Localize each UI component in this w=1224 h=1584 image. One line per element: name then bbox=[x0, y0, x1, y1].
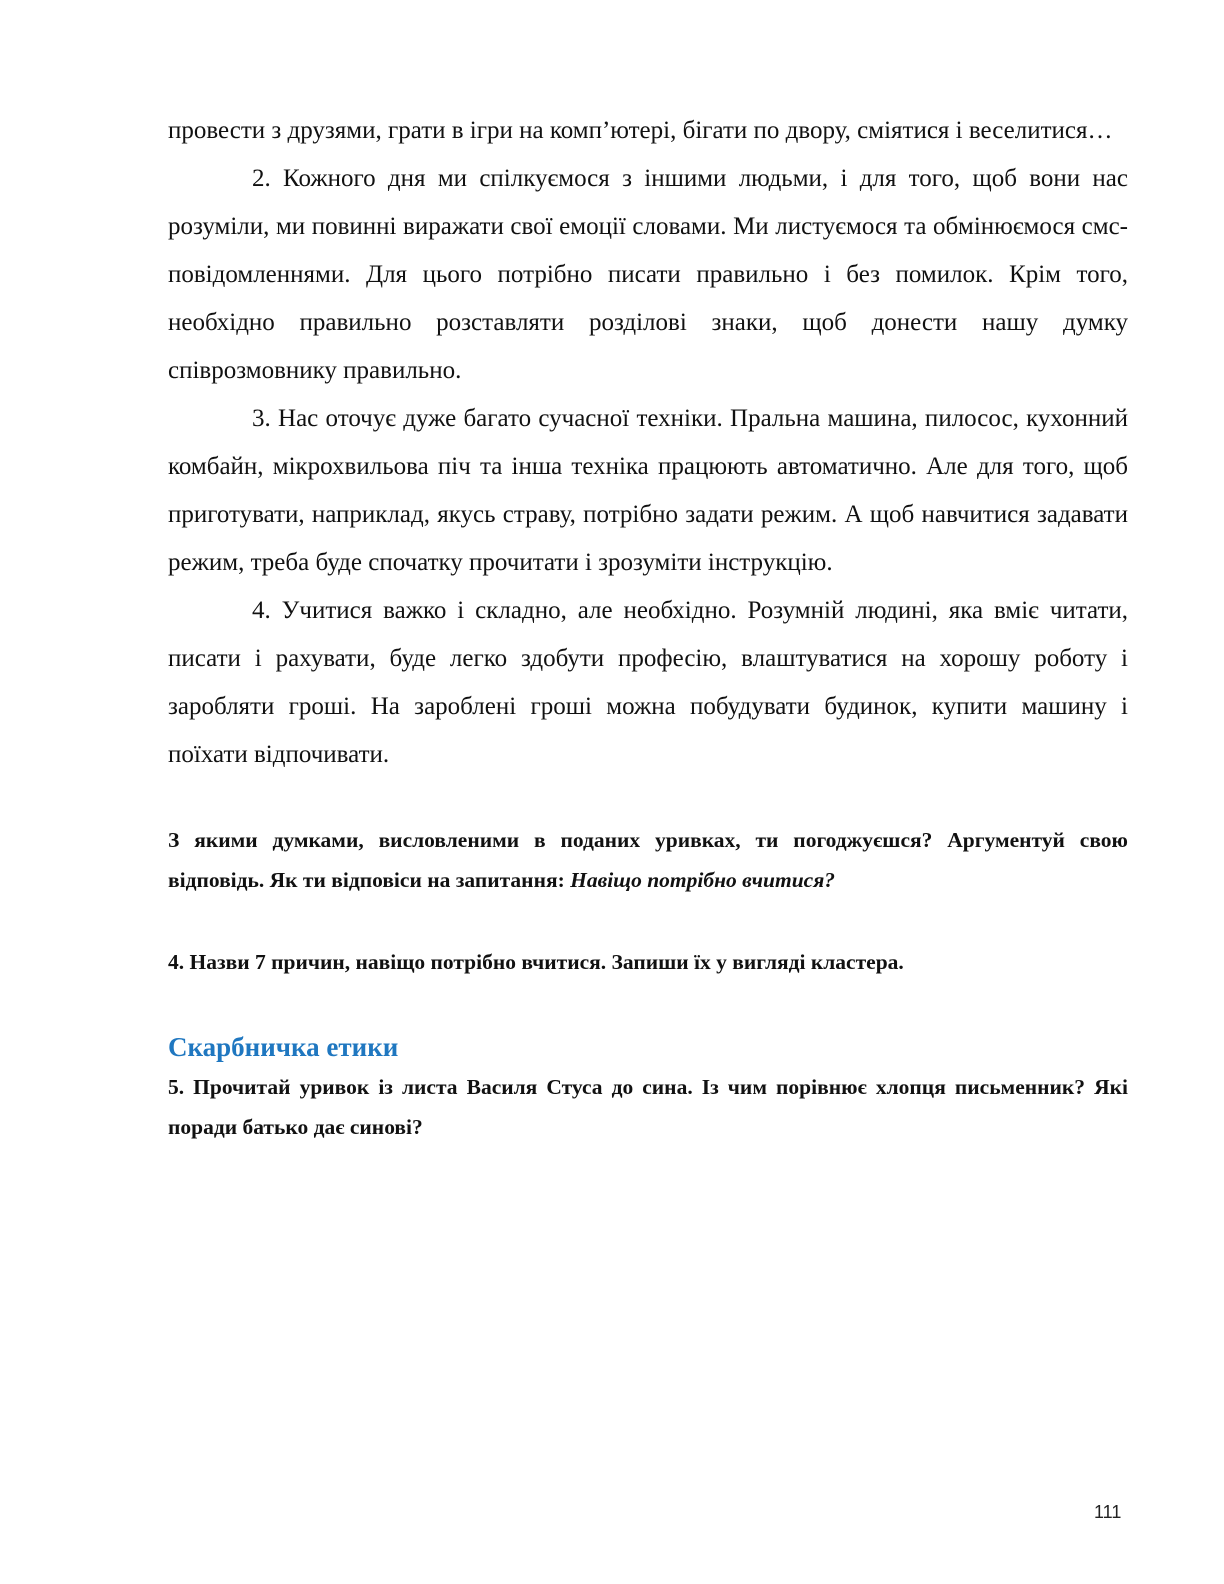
question-agreement-emphasis: Навіщо потрібно вчитися? bbox=[570, 868, 836, 892]
paragraph-2: 2. Кожного дня ми спілкуємося з іншими людьми, і для того, щоб вони нас розуміли, ми повинні виражати свої емоції словами. Ми листуємося та обмінюємося смс-повідомленнями. Для цього потрібно писати правильно і без помилок. Крім того, необхідно правильно розставляти розділові знаки, щоб донести нашу думку співрозмовнику правильно. bbox=[168, 165, 1128, 384]
paragraph-3: 3. Нас оточує дуже багато сучасної техніки. Пральна машина, пилосос, кухонний комбайн, мікрохвильова піч та інша техніка працюють автоматично. Але для того, щоб приготувати, наприклад, якусь страву, потрібно задати режим. А щоб навчитися задавати режим, треба буде спочатку прочитати і зрозуміти інструкцію. bbox=[168, 405, 1128, 576]
task-4: 4. Назви 7 причин, навіщо потрібно вчитися. Запиши їх у вигляді кластера. bbox=[168, 950, 904, 974]
section-title: Скарбничка етики bbox=[168, 1032, 399, 1062]
question-agreement bbox=[168, 820, 1128, 900]
page-number: 111 bbox=[1094, 1502, 1122, 1522]
paragraph-4: 4. Учитися важко і складно, але необхідно. Розумній людині, яка вміє читати, писати і рахувати, буде легко здобути професію, влаштуватися на хорошу роботу і заробляти гроші. На зароблені гроші можна побудувати будинок, купити машину і поїхати відпочивати. bbox=[168, 597, 1128, 768]
page-content bbox=[168, 107, 1128, 1147]
task-5: 5. Прочитай уривок із листа Василя Стуса до сина. Із чим порівнює хлопця письменник? Які поради батько дає синові? bbox=[168, 1075, 1128, 1139]
question-agreement-text: З якими думками, висловленими в поданих уривках, ти погоджуєшся? Аргументуй свою відповідь. Як ти відповіси на запитання: bbox=[168, 828, 1128, 892]
paragraph-continuation: провести з друзями, грати в ігри на комп’ютері, бігати по двору, сміятися і веселитися… bbox=[168, 117, 1113, 144]
